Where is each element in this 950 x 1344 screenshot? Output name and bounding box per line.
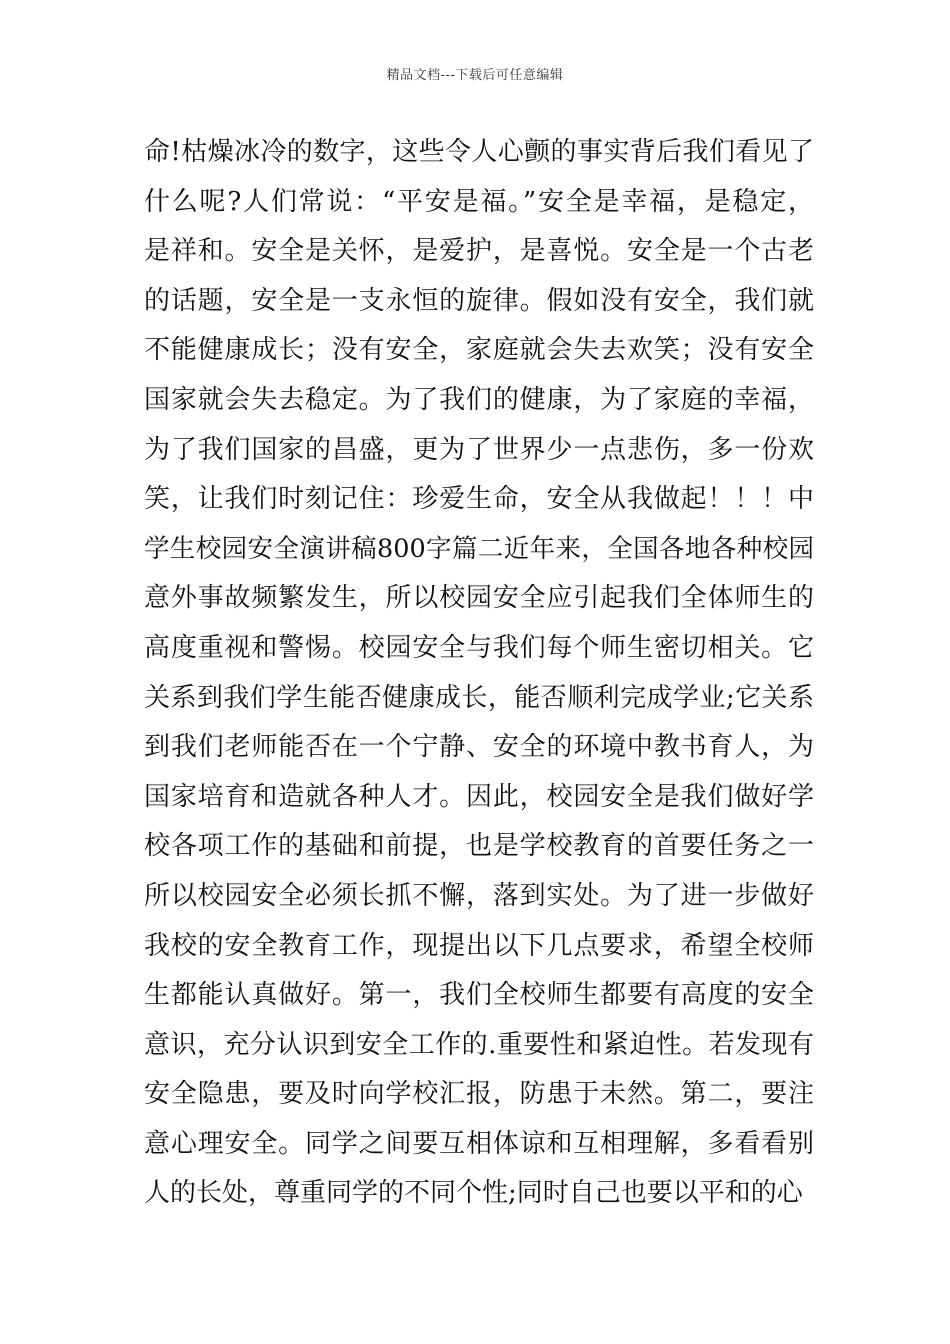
text-line: 人的长处，尊重同学的不同个性;同时自己也要以平和的心 — [144, 1178, 803, 1209]
text-line: 到我们老师能否在一个宁静、安全的环境中教书育人，为 — [144, 732, 814, 763]
text-line: 不能健康成长；没有安全，家庭就会失去欢笑；没有安全 — [144, 335, 814, 366]
text-line: 是祥和。安全是关怀，是爱护，是喜悦。安全是一个古老 — [144, 236, 814, 267]
text-line: 意心理安全。同学之间要互相体谅和互相理解，多看看别 — [144, 1128, 814, 1159]
text-line: 生都能认真做好。第一，我们全校师生都要有高度的安全 — [144, 980, 814, 1011]
text-line: 的话题，安全是一支永恒的旋律。假如没有安全，我们就 — [144, 285, 814, 316]
text-line: 关系到我们学生能否健康成长，能否顺利完成学业;它关系 — [144, 682, 814, 713]
text-line: 学生校园安全演讲稿800字篇二近年来，全国各地各种校园 — [144, 533, 814, 564]
text-line: 所以校园安全必须长抓不懈，落到实处。为了进一步做好 — [144, 880, 814, 911]
text-line: 命!枯燥冰冷的数字，这些令人心颤的事实背后我们看见了 — [144, 137, 814, 167]
text-line: 意外事故频繁发生，所以校园安全应引起我们全体师生的 — [144, 583, 814, 614]
text-line: 意识，充分认识到安全工作的.重要性和紧迫性。若发现有 — [144, 1029, 814, 1060]
body-text — [144, 128, 814, 1219]
text-line: 为了我们国家的昌盛，更为了世界少一点悲伤，多一份欢 — [144, 434, 814, 465]
text-line: 安全隐患，要及时向学校汇报，防患于未然。第二，要注 — [144, 1079, 814, 1110]
text-line: 我校的安全教育工作，现提出以下几点要求，希望全校师 — [144, 930, 814, 961]
page-header: 精品文档---下载后可任意编辑 — [386, 68, 564, 83]
text-line: 国家培育和造就各种人才。因此，校园安全是我们做好学 — [144, 781, 814, 812]
text-line: 校各项工作的基础和前提，也是学校教育的首要任务之一 — [144, 831, 814, 862]
text-line: 高度重视和警惕。校园安全与我们每个师生密切相关。它 — [144, 632, 814, 663]
text-line: 什么呢?人们常说：“平安是福。”安全是幸福，是稳定， — [144, 186, 814, 217]
text-line: 国家就会失去稳定。为了我们的健康，为了家庭的幸福， — [144, 384, 814, 415]
text-line: 笑，让我们时刻记住：珍爱生命，安全从我做起！！！中 — [144, 484, 814, 515]
